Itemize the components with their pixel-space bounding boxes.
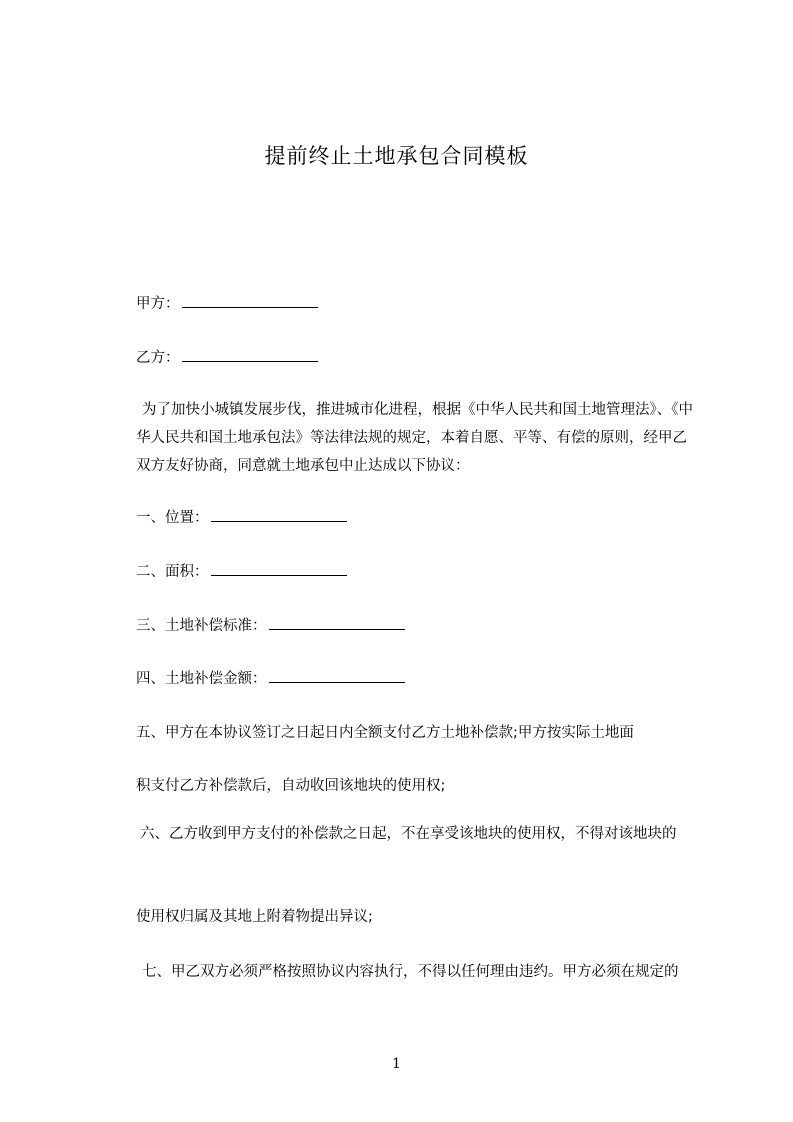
intro-paragraph: 为了加快小城镇发展步伐，推进城市化进程，根据《中华人民共和国土地管理法》、《中华人民共和国土地承包法》等法律法规的规定，本着自愿、平等、有偿的原则，经甲乙双方友好协商，同意就土地承包中止达成以下协议： xyxy=(136,402,693,474)
party-b-line xyxy=(136,346,318,367)
clause-4-blank xyxy=(269,668,405,683)
clause-4-line xyxy=(136,667,405,688)
party-a-blank xyxy=(182,293,318,308)
clause-2-line xyxy=(136,560,347,581)
clause-5-line-1: 五、甲方在本协议签订之日起日内全额支付乙方土地补偿款;甲方按实际土地面 xyxy=(136,725,634,741)
clause-5-line-2: 积支付乙方补偿款后，自动收回该地块的使用权; xyxy=(136,778,446,794)
party-b-blank xyxy=(182,347,318,362)
party-b-label: 乙方： xyxy=(136,350,180,366)
clause-6-line-2: 使用权归属及其地上附着物提出异议; xyxy=(136,909,373,925)
clause-3-line xyxy=(136,614,405,635)
clause-7-line-1: 七、甲乙双方必须严格按照协议内容执行，不得以任何理由违约。甲方必须在规定的 xyxy=(142,964,679,980)
clause-1-label: 一、位置： xyxy=(136,510,209,526)
party-a-label: 甲方： xyxy=(136,296,180,312)
clause-4-label: 四、土地补偿金额： xyxy=(136,671,267,687)
party-a-line xyxy=(136,292,318,313)
clause-1-blank xyxy=(211,507,347,522)
clause-6-line-1: 六、乙方收到甲方支付的补偿款之日起，不在享受该地块的使用权，不得对该地块的 xyxy=(140,826,677,842)
clause-3-blank xyxy=(269,615,405,630)
page-number: 1 xyxy=(392,1056,401,1072)
clause-2-label: 二、面积： xyxy=(136,564,209,580)
clause-1-line xyxy=(136,506,347,527)
document-title: 提前终止土地承包合同模板 xyxy=(264,144,529,168)
clause-3-label: 三、土地补偿标准： xyxy=(136,618,267,634)
clause-2-blank xyxy=(211,561,347,576)
